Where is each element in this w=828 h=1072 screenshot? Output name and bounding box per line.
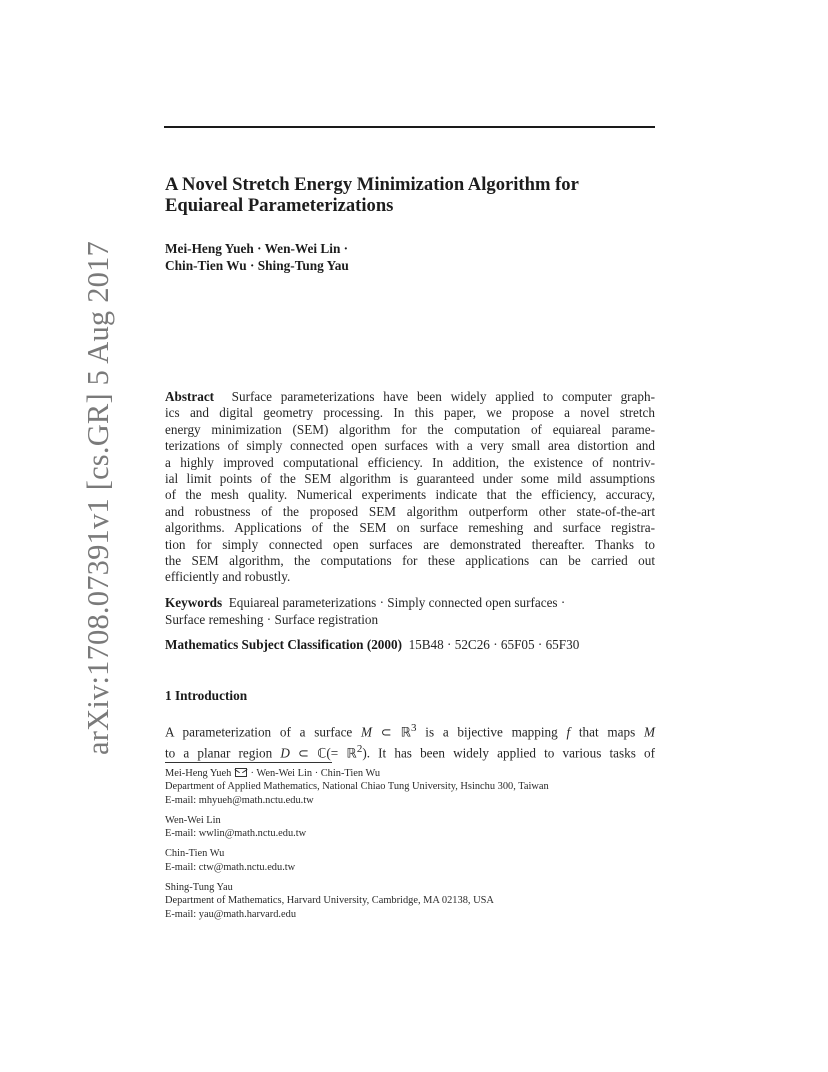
keywords-text: Equiareal parameterizations · Simply connected open surfaces · <box>228 595 566 610</box>
paper-title <box>165 174 660 216</box>
text-run: A parameterization of a surface <box>165 724 362 740</box>
title-line: A Novel Stretch Energy Minimization Algorithm for <box>165 174 579 195</box>
author-list <box>165 240 349 274</box>
text-run: that maps <box>570 724 644 740</box>
msc-label: Mathematics Subject Classification (2000) <box>165 637 402 652</box>
math-symbol: f <box>566 724 571 740</box>
math-symbol: D <box>280 745 290 761</box>
subject-classification <box>165 636 660 653</box>
text-run: to a planar region <box>165 745 281 761</box>
abstract-line: terizations of simply connected open surfaces with a very small area distortion and <box>165 438 655 454</box>
header-rule <box>164 126 655 128</box>
title-line: Equiareal Parameterizations <box>165 195 394 216</box>
math-symbol: M <box>644 724 655 740</box>
intro-line <box>165 720 655 741</box>
introduction-text <box>165 720 655 762</box>
superscript: 3 <box>411 722 417 734</box>
keywords-line: Surface remeshing · Surface registration <box>165 612 379 627</box>
text-run: ). It has been widely applied to various tasks of <box>362 745 655 761</box>
abstract-line: of the mesh quality. Numerical experiments indicate that the efficiency, accuracy, <box>165 487 655 503</box>
affiliation-names <box>165 767 665 780</box>
keywords <box>165 594 655 628</box>
text-run: is a bijective mapping <box>416 724 567 740</box>
affiliation-email[interactable]: E-mail: wwlin@math.nctu.edu.tw <box>165 828 307 840</box>
intro-line <box>165 741 655 762</box>
affiliation-block <box>165 847 665 874</box>
author-names: · Wen-Wei Lin · Chin-Tien Wu <box>247 768 381 779</box>
abstract <box>165 389 655 586</box>
affiliation-email[interactable]: E-mail: yau@math.harvard.edu <box>165 908 297 920</box>
superscript: 2 <box>356 742 363 755</box>
author-name: Chin-Tien Wu <box>165 848 225 860</box>
text-run: ⊂ ℝ <box>372 724 412 740</box>
affiliation-block <box>165 814 665 841</box>
affiliation-department: Department of Mathematics, Harvard University, Cambridge, MA 02138, USA <box>165 895 494 907</box>
abstract-text: Surface parameterizations have been widely applied to computer graph- <box>231 389 655 404</box>
abstract-line: and robustness of the proposed SEM algorithm outperform other state-of-the-art <box>165 503 655 519</box>
affiliation-block <box>165 767 665 807</box>
author-name: Shing-Tung Yau <box>165 882 233 894</box>
math-symbol: M <box>361 724 373 740</box>
abstract-line: ics and digital geometry processing. In this paper, we propose a novel stretch <box>165 405 655 421</box>
affiliation-block <box>165 881 665 921</box>
text-run: ⊂ ℂ(= ℝ <box>289 745 357 761</box>
author-line: Chin-Tien Wu · Shing-Tung Yau <box>165 258 349 273</box>
keywords-line <box>165 594 655 611</box>
affiliation-email[interactable]: E-mail: mhyueh@math.nctu.edu.tw <box>165 794 314 806</box>
author-line: Mei-Heng Yueh · Wen-Wei Lin · <box>165 241 349 256</box>
author-name: Wen-Wei Lin <box>165 814 221 826</box>
abstract-line: a highly improved computational efficiency. In addition, the existence of nontriv- <box>165 454 655 470</box>
envelope-icon <box>235 768 247 777</box>
abstract-line: efficiently and robustly. <box>165 569 291 585</box>
affiliation-email[interactable]: E-mail: ctw@math.nctu.edu.tw <box>165 861 296 873</box>
abstract-line: tion for simply connected open surfaces are demonstrated thereafter. Thanks to <box>165 536 655 552</box>
abstract-line <box>165 389 655 405</box>
abstract-line: energy minimization (SEM) algorithm for the computation of equiareal parame- <box>165 421 655 437</box>
arxiv-identifier[interactable]: arXiv:1708.07391v1 [cs.GR] 5 Aug 2017 <box>81 240 115 755</box>
author-name: Mei-Heng Yueh <box>165 768 232 779</box>
author-affiliations <box>165 767 665 928</box>
footnote-rule <box>165 762 332 763</box>
affiliation-department: Department of Applied Mathematics, National Chiao Tung University, Hsinchu 300, Taiwan <box>165 781 549 793</box>
abstract-line: the SEM algorithm, the computations for these applications can be carried out <box>165 553 655 569</box>
abstract-line: algorithms. Applications of the SEM on surface remeshing and surface registra- <box>165 520 655 536</box>
abstract-line: ial limit points of the SEM algorithm is guaranteed under some mild assumptions <box>165 471 655 487</box>
section-heading: 1 Introduction <box>165 688 248 703</box>
msc-codes: 15B48 · 52C26 · 65F05 · 65F30 <box>408 637 580 652</box>
abstract-label: Abstract <box>165 389 215 404</box>
keywords-label: Keywords <box>165 595 223 610</box>
